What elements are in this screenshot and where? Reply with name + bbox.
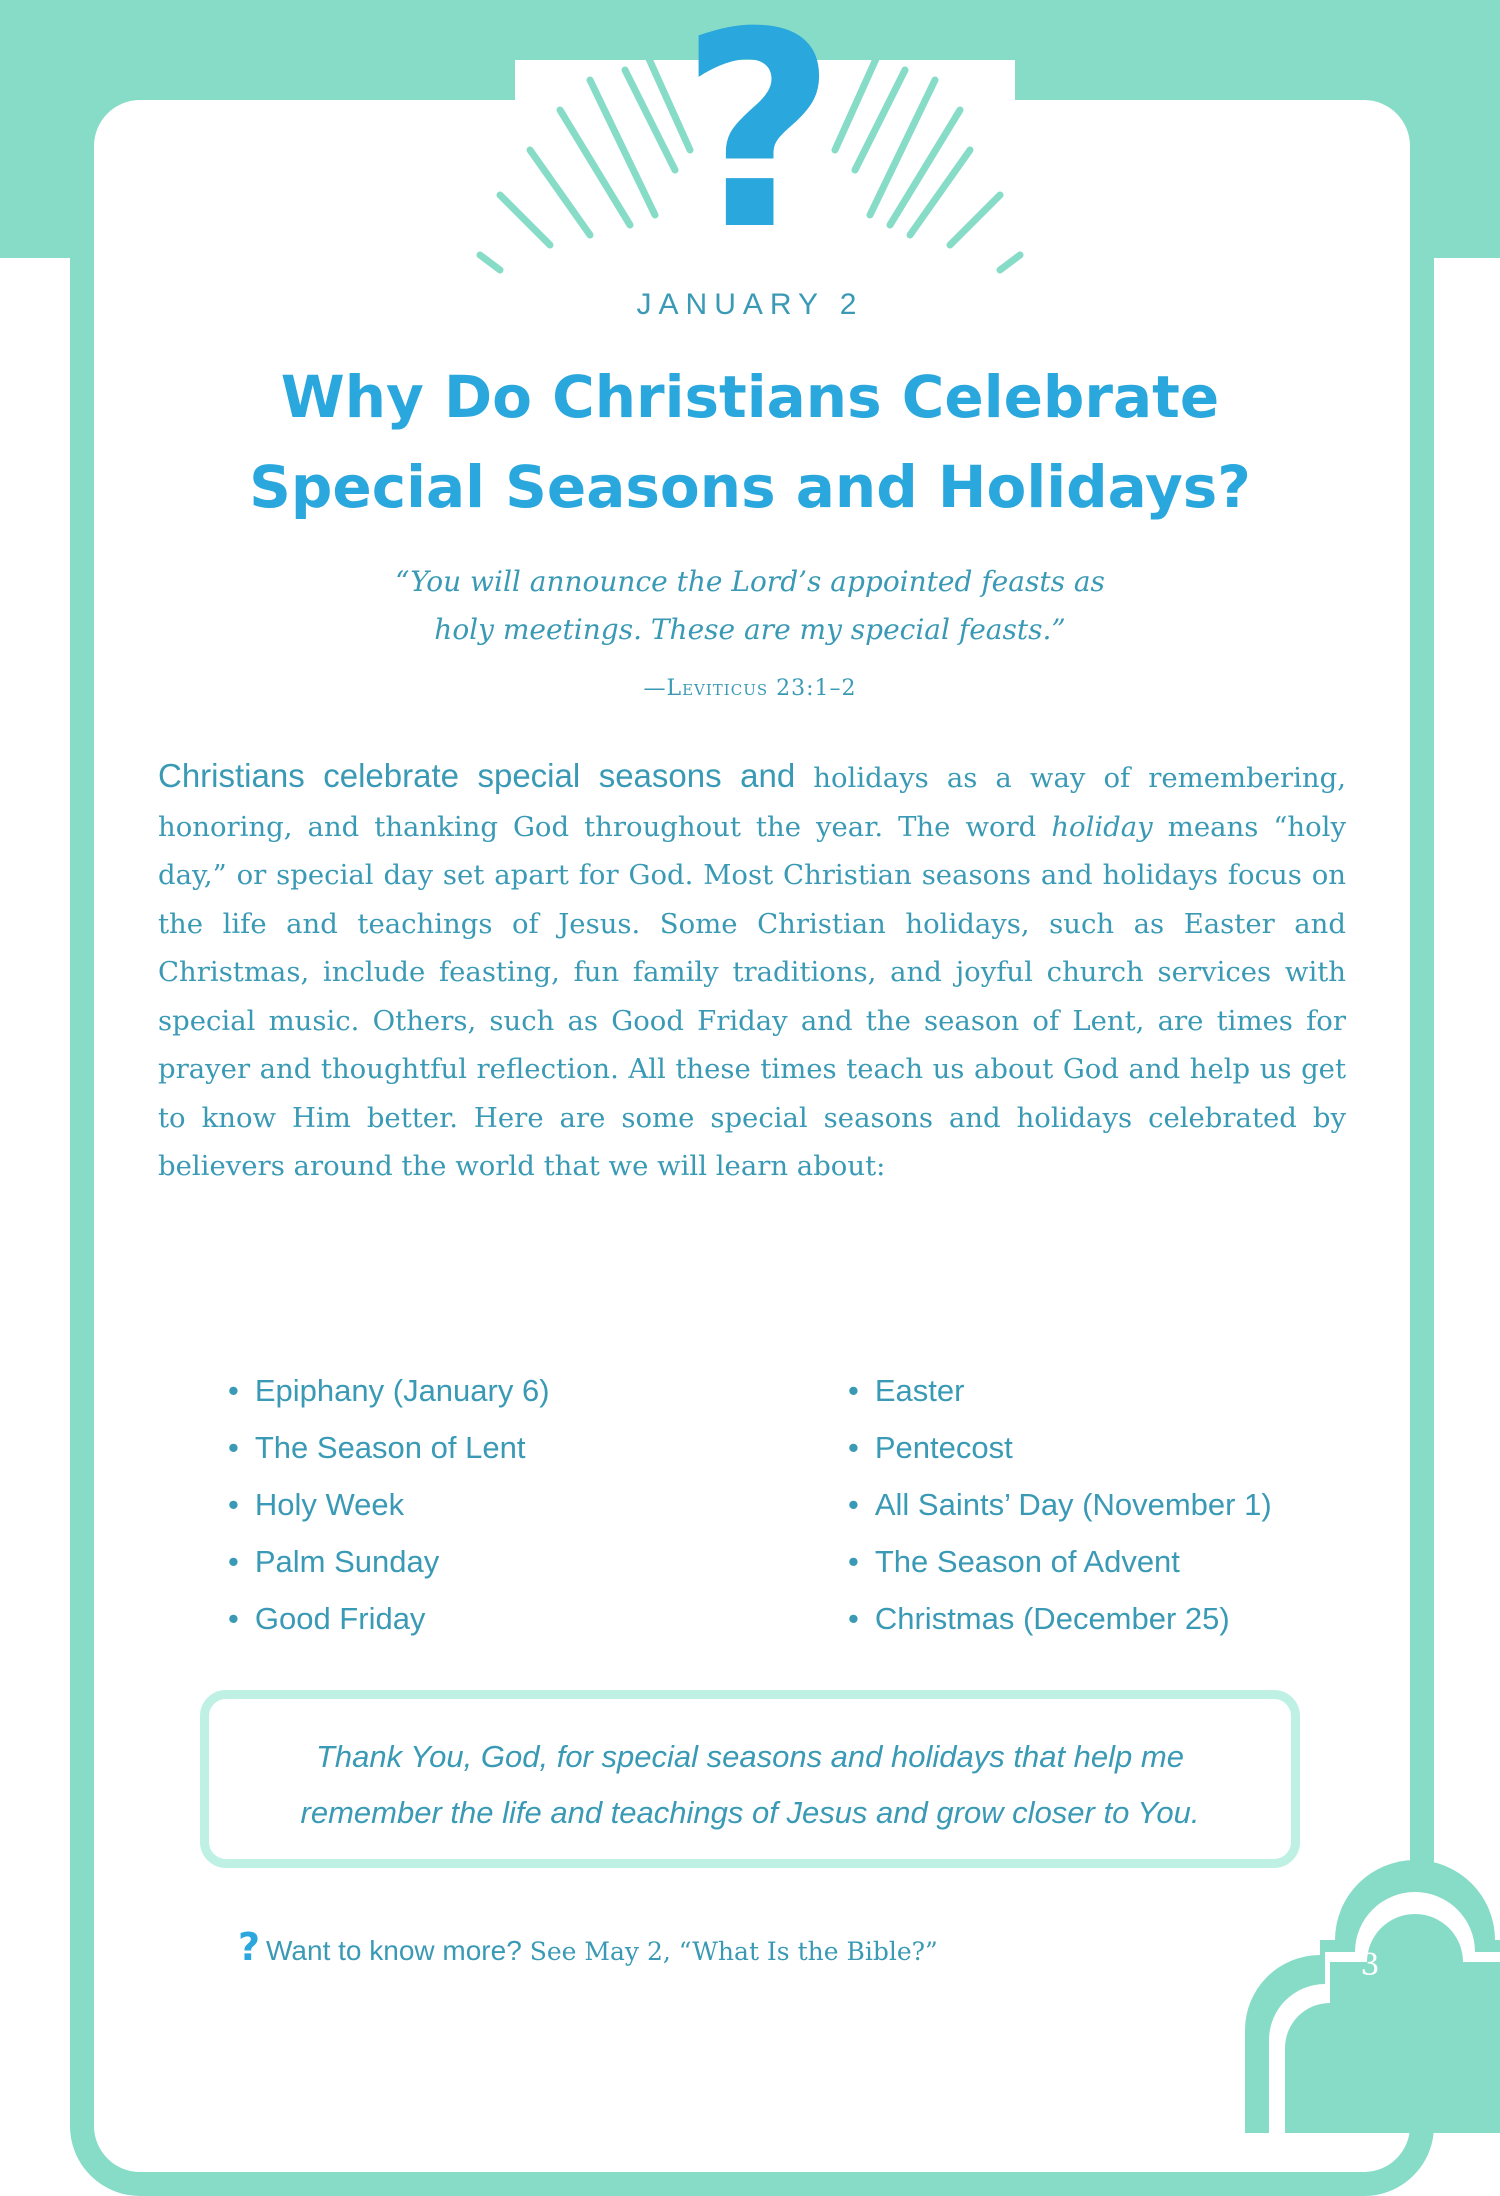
- title-line-2: Special Seasons and Holidays?: [249, 453, 1251, 521]
- page-number: 3: [1360, 1948, 1380, 1983]
- cloud-icon: [1240, 1840, 1500, 2133]
- more-reference: See May 2, “What Is the Bible?”: [521, 1937, 938, 1966]
- list-item: • The Season of Lent: [228, 1419, 788, 1476]
- list-item: • Easter: [848, 1362, 1408, 1419]
- body-lead: Christians celebrate special seasons and: [158, 757, 796, 794]
- prayer-line-1: Thank You, God, for special seasons and holidays that help me: [316, 1739, 1184, 1774]
- verse-line-1: “You will announce the Lord’s appointed feasts as: [395, 565, 1105, 598]
- body-emphasis: holiday: [1051, 810, 1153, 843]
- holiday-list-left: [228, 1362, 788, 1647]
- body-text-1: holidays as a way of remembering, honoring, and thanking God throughout the year. The word: [158, 762, 1346, 843]
- body-paragraph: [158, 752, 1346, 1191]
- list-item: • Good Friday: [228, 1590, 788, 1647]
- list-item: • Palm Sunday: [228, 1533, 788, 1590]
- want-to-know-more: [238, 1925, 1238, 1969]
- list-item: • Christmas (December 25): [848, 1590, 1408, 1647]
- prayer-line-2: remember the life and teachings of Jesus and grow closer to You.: [300, 1795, 1200, 1830]
- verse-reference: —Leviticus 23:1–2: [643, 676, 857, 701]
- more-lead: Want to know more?: [266, 1935, 522, 1966]
- prayer-box: [200, 1690, 1300, 1868]
- list-item: • All Saints’ Day (November 1): [848, 1476, 1408, 1533]
- body-text-2: means “holy day,” or special day set apart for God. Most Christian seasons and holidays focus on the life and teachings of Jesus. Some Christian holidays, such as Easter and Christmas, include feasting, fun family traditions, and joyful church services with special music. Others, such as Good Friday and the season of Lent, are times for prayer and thoughtful reflection. All these times teach us about God and help us get to know Him better. Here are some special seasons and holidays celebrated by believers around the world that we will learn about:: [158, 810, 1346, 1182]
- list-item: • Holy Week: [228, 1476, 788, 1533]
- prayer-text: [209, 1729, 1291, 1841]
- list-item: • Epiphany (January 6): [228, 1362, 788, 1419]
- list-item: • Pentecost: [848, 1419, 1408, 1476]
- small-question-mark-icon: ?: [238, 1925, 261, 1969]
- list-item: • The Season of Advent: [848, 1533, 1408, 1590]
- page-title: [120, 352, 1380, 532]
- title-line-1: Why Do Christians Celebrate: [280, 363, 1220, 431]
- holiday-list-right: [848, 1362, 1408, 1647]
- verse-line-2: holy meetings. These are my special feasts.”: [434, 613, 1066, 646]
- scripture-verse: [250, 558, 1250, 654]
- page-date: JANUARY 2: [636, 288, 864, 321]
- question-mark-icon: ?: [680, 0, 837, 289]
